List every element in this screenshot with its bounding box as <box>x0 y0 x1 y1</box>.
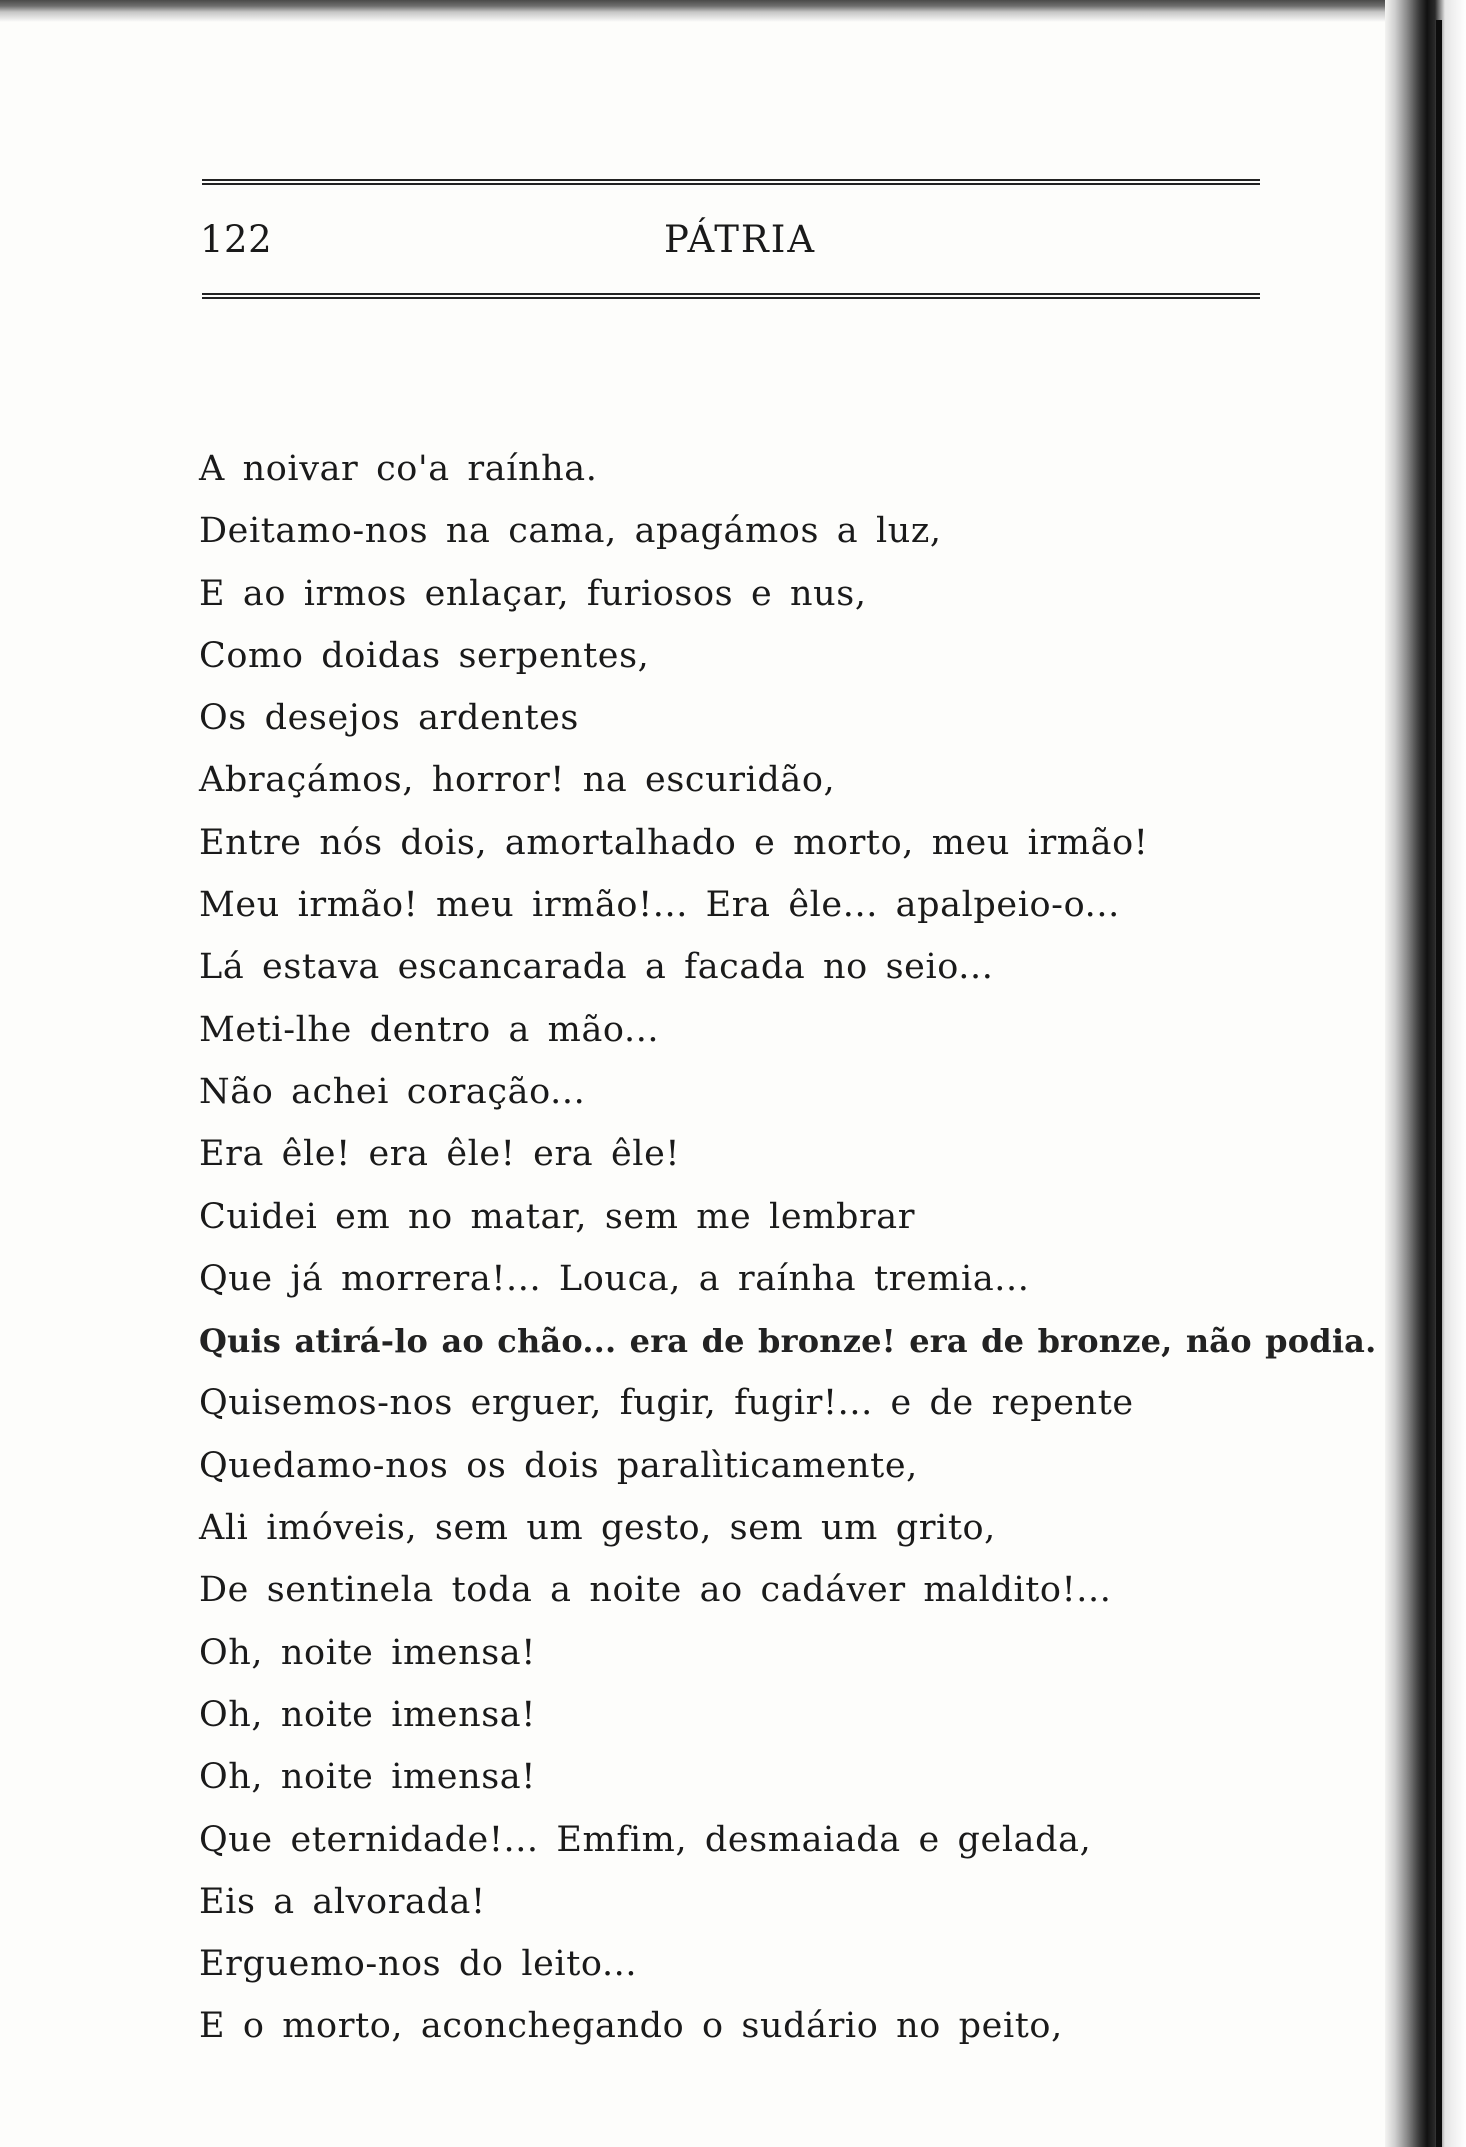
scan-top-edge <box>0 0 1466 22</box>
poem-line: Oh, noite imensa! <box>199 1694 536 1735</box>
poem-line: A noivar co'a raínha. <box>199 449 598 489</box>
book-spine-edge <box>1436 20 1442 2147</box>
poem-line: Abraçámos, horror! na escuridão, <box>199 760 836 801</box>
poem-line: Meu irmão! meu irmão!... Era êle... apalpeio-o... <box>199 885 1120 926</box>
poem-line: Quedamo-nos os dois paralìticamente, <box>199 1445 918 1486</box>
poem-line: Eis a alvorada! <box>199 1881 486 1922</box>
poem-line: Ali imóveis, sem um gesto, sem um grito, <box>199 1508 996 1549</box>
poem-text <box>199 438 1377 2058</box>
poem-line: Oh, noite imensa! <box>199 1632 536 1673</box>
poem-line: Lá estava escancarada a facada no seio... <box>199 947 994 988</box>
running-title: PÁTRIA <box>664 218 817 261</box>
header-rule-top <box>202 179 1260 185</box>
poem-line: Como doidas serpentes, <box>199 635 650 676</box>
poem-line: Os desejos ardentes <box>199 698 579 739</box>
poem-line: E o morto, aconchegando o sudário no peito, <box>199 2006 1063 2047</box>
poem-line: De sentinela toda a noite ao cadáver maldito!... <box>199 1570 1112 1611</box>
poem-line: Quisemos-nos erguer, fugir, fugir!... e de repente <box>199 1383 1134 1424</box>
poem-line: Deitamo-nos na cama, apagámos a luz, <box>199 511 942 552</box>
poem-line: Oh, noite imensa! <box>199 1757 536 1798</box>
poem-line: E ao irmos enlaçar, furiosos e nus, <box>199 573 867 614</box>
page-number: 122 <box>200 218 273 261</box>
book-spine-shadow <box>1385 0 1466 2147</box>
poem-line: Era êle! era êle! era êle! <box>199 1134 681 1175</box>
poem-line: Cuidei em no matar, sem me lembrar <box>199 1196 916 1237</box>
poem-line: Entre nós dois, amortalhado e morto, meu irmão! <box>199 822 1149 863</box>
poem-line: Não achei coração... <box>199 1071 586 1112</box>
poem-line: Meti-lhe dentro a mão... <box>199 1009 660 1050</box>
poem-line: Quis atirá-lo ao chão... era de bronze! era de bronze, não podia. <box>199 1322 1377 1361</box>
poem-line: Erguemo-nos do leito... <box>199 1944 638 1985</box>
header-rule-bottom <box>202 293 1260 299</box>
poem-line: Que eternidade!... Emfim, desmaiada e gelada, <box>199 1819 1092 1860</box>
poem-line: Que já morrera!... Louca, a raínha tremia... <box>199 1258 1030 1299</box>
